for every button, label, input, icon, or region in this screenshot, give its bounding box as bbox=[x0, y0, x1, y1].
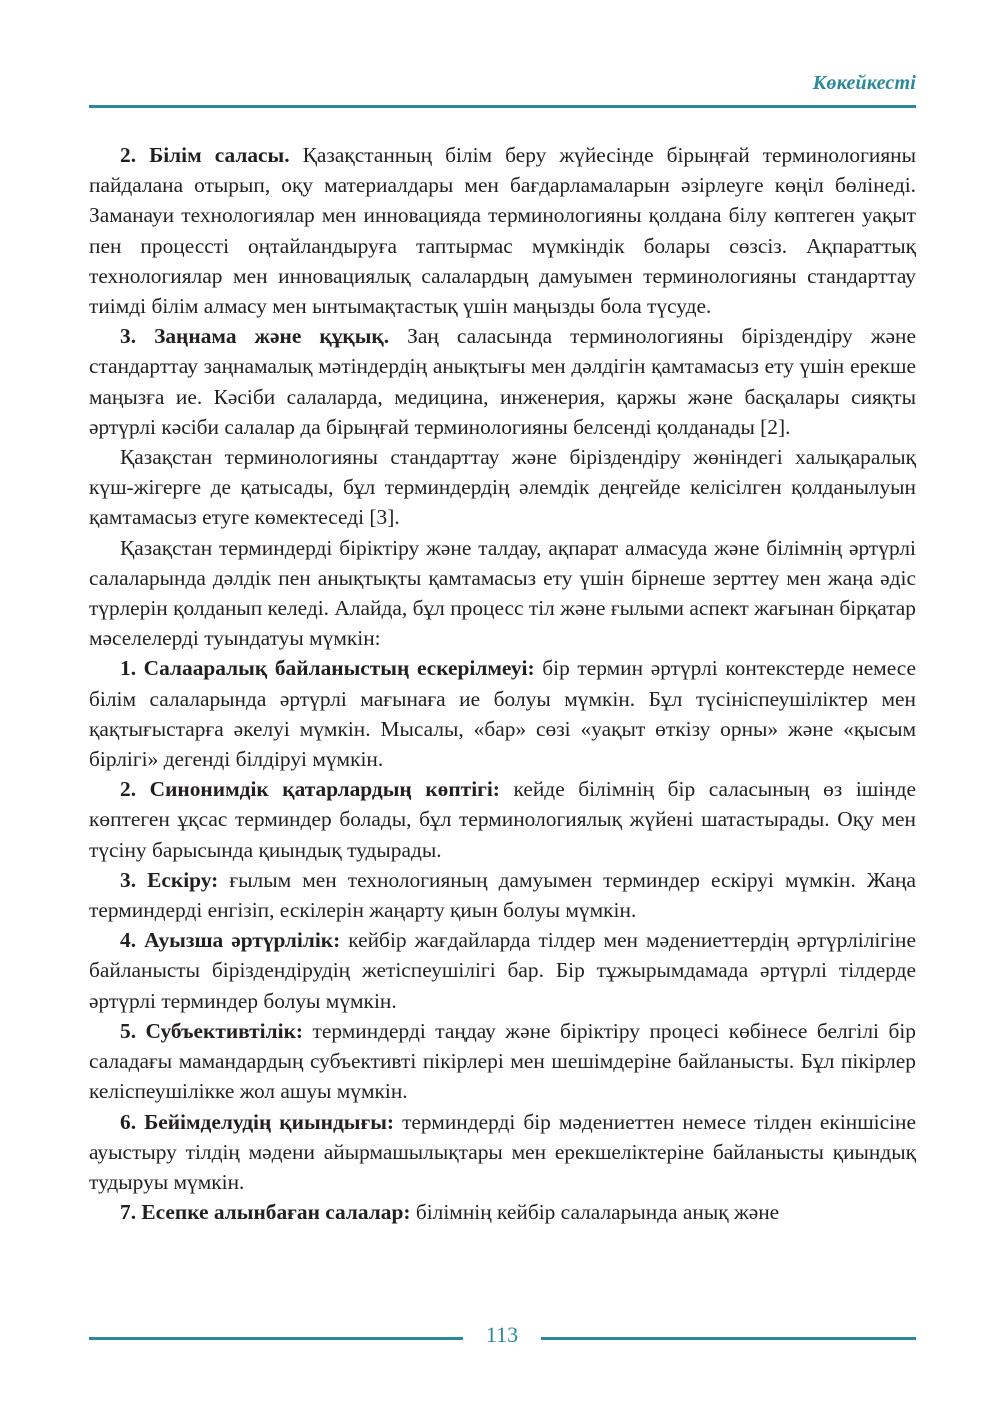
paragraph bbox=[89, 442, 916, 533]
paragraph-lead: 4. Ауызша әртүрлілік: bbox=[120, 928, 341, 953]
paragraph bbox=[89, 925, 916, 1016]
paragraph-lead: 2. Синонимдік қатарлардың көптігі: bbox=[120, 777, 500, 802]
paragraph bbox=[89, 1197, 916, 1227]
running-title: Көкейкесті bbox=[812, 72, 916, 94]
body-text bbox=[89, 140, 916, 1227]
paragraph-lead: 3. Заңнама және құқық. bbox=[120, 324, 390, 349]
paragraph bbox=[89, 653, 916, 774]
paragraph-text: Қазақстанның білім беру жүйесінде бірыңғай терминологияны пайдалана отырып, оқу материалдары мен бағдарламаларын әзірлеуге көңіл бөлінеді. Заманауи технологиялар мен инновацияда терминологияны қолдана білу көптеген уақыт пен процессті оңтайландыруға таптырмас мүмкіндік болары сөзсіз. Ақпараттық технологиялар мен инновациялық салалардың дамуымен терминологияны стандарттау тиімді білім алмасу мен ынтымақтастық үшін маңызды бола түсуде. bbox=[89, 143, 916, 319]
paragraph-text: Қазақстан терминдерді біріктіру және талдау, ақпарат алмасуда және білімнің әртүрлі салаларында дәлдік пен анықтықты қамтамасыз ету үшін бірнеше зерттеу мен жаңа әдіс түрлерін қолданып келеді. Алайда, бұл процесс тіл және ғылыми аспект жағынан бірқатар мәселелерді туындатуы мүмкін: bbox=[89, 535, 916, 651]
paragraph-lead: 1. Салааралық байланыстың ескерілмеуі: bbox=[120, 656, 535, 681]
paragraph bbox=[89, 1107, 916, 1198]
paragraph bbox=[89, 140, 916, 321]
paragraph-lead: 2. Білім саласы. bbox=[120, 143, 290, 167]
paragraph-text: терминдерді бір мәдениеттен немесе тілден екіншісіне ауыстыру тілдің мәдени айырмашылықтары мен ерекшеліктеріне байланысты қиындық тудыруы мүмкін. bbox=[89, 1109, 916, 1194]
paragraph-lead: 3. Ескіру: bbox=[120, 867, 219, 892]
footer-divider-right bbox=[541, 1337, 916, 1340]
paragraph-text: кейде білімнің бір саласының өз ішінде көптеген ұқсас терминдер болады, бұл терминологиялық жүйені шатастырады. Оқу мен түсіну барысында қиындық тудырады. bbox=[89, 777, 916, 862]
paragraph bbox=[89, 1016, 916, 1107]
paragraph-lead: 5. Субъективтілік: bbox=[120, 1018, 304, 1043]
footer-divider-left bbox=[89, 1337, 463, 1340]
paragraph bbox=[89, 533, 916, 654]
paragraph-text: білімнің кейбір салаларында анық және bbox=[410, 1200, 780, 1225]
paragraph-text: ғылым мен технологияның дамуымен терминдер ескіруі мүмкін. Жаңа терминдерді енгізіп, ескілерін жаңарту қиын болуы мүмкін. bbox=[89, 867, 916, 923]
header-divider bbox=[89, 105, 916, 108]
paragraph-text: терминдерді таңдау және біріктіру процесі көбінесе белгілі бір саладағы мамандардың субъективті пікірлері мен шешімдеріне байланысты. Бұл пікірлер келіспеушілікке жол ашуы мүмкін. bbox=[89, 1018, 916, 1104]
paragraph-text: кейбір жағдайларда тілдер мен мәдениеттердің әртүрлілігіне байланысты біріздендірудің жетіспеушілігі бар. Бір тұжырымдамада әртүрлі тілдерде әртүрлі терминдер болуы мүмкін. bbox=[89, 928, 916, 1013]
page-number: 113 bbox=[485, 1322, 519, 1347]
paragraph bbox=[89, 774, 916, 865]
paragraph bbox=[89, 321, 916, 442]
paragraph-text: Заң саласында терминологияны біріздендіру және стандарттау заңнамалық мәтіндердің анықтығы мен дәлдігін қамтамасыз ету үшін ерекше маңызға ие. Кәсіби салаларда, медицина, инженерия, қаржы және басқалары сияқты әртүрлі кәсіби салалар да бірыңғай терминологияны белсенді қолданады [2]. bbox=[89, 324, 916, 439]
paragraph-lead: 7. Есепке алынбаған салалар: bbox=[120, 1200, 411, 1225]
paragraph-text: бір термин әртүрлі контекстерде немесе білім салаларында әртүрлі мағынаға ие болуы мүмкін. Бұл түсініспеушіліктер мен қақтығыстарға әкелуі мүмкін. Мысалы, «бар» сөзі «уақыт өткізу орны» және «қысым бірлігі» дегенді білдіруі мүмкін. bbox=[89, 656, 916, 772]
paragraph-text: Қазақстан терминологияны стандарттау және біріздендіру жөніндегі халықаралық күш-жігерге де қатысады, бұл терминдердің әлемдік деңгейде келісілген қолданылуын қамтамасыз етуге көмектеседі [3]. bbox=[89, 445, 916, 530]
paragraph-lead: 6. Бейімделудің қиындығы: bbox=[120, 1109, 395, 1134]
paragraph bbox=[89, 865, 916, 925]
